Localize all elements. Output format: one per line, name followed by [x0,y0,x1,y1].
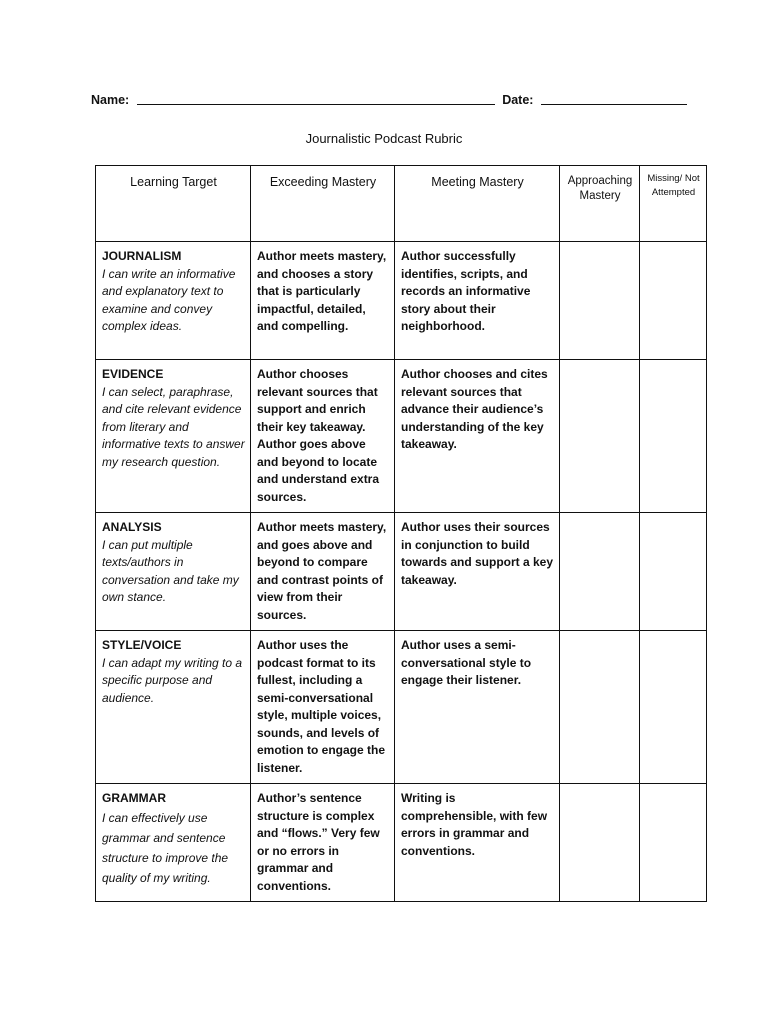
meeting-text: Author chooses and cites relevant sources that advance their audience’s understanding of the key takeaway. [401,367,548,451]
meeting-text: Author uses their sources in conjunction to build towards and support a key takeaway. [401,520,554,587]
meeting-cell [395,360,560,513]
col-header-learning-target: Learning Target [96,166,251,242]
exceeding-text: Author chooses relevant sources that support and enrich their key takeaway. Author goes above and beyond to locate and understand extra sources. [257,367,380,504]
target-description: I can select, paraphrase, and cite relevant evidence from literary and informative texts to answer my research question. [102,384,245,469]
learning-target-cell [96,242,251,360]
exceeding-cell [251,513,395,631]
table-row [96,631,707,784]
learning-target-cell [96,513,251,631]
name-label: Name: [91,93,130,107]
meeting-cell [395,242,560,360]
date-field[interactable] [541,92,687,105]
missing-cell[interactable] [640,242,707,360]
target-description: I can effectively use grammar and sentence structure to improve the quality of my writing. [102,810,229,885]
target-name: EVIDENCE [102,367,164,381]
meeting-cell [395,513,560,631]
table-row [96,784,707,902]
target-description: I can adapt my writing to a specific purpose and audience. [102,655,243,705]
col-header-meeting: Meeting Mastery [395,166,560,242]
date-label: Date: [502,93,534,107]
meeting-text: Writing is comprehensible, with few errors in grammar and conventions. [401,791,548,858]
missing-cell[interactable] [640,360,707,513]
document-title: Journalistic Podcast Rubric [305,131,463,146]
approaching-cell[interactable] [560,631,640,784]
target-description: I can put multiple texts/authors in conversation and take my own stance. [102,537,239,604]
header-line [91,92,691,107]
target-name: STYLE/VOICE [102,638,182,652]
meeting-cell [395,631,560,784]
approaching-cell[interactable] [560,784,640,902]
learning-target-cell [96,784,251,902]
table-row [96,242,707,360]
col-header-missing: Missing/ Not Attempted [640,166,707,242]
meeting-cell [395,784,560,902]
missing-cell[interactable] [640,513,707,631]
missing-cell[interactable] [640,784,707,902]
header-row [96,166,707,242]
exceeding-text: Author uses the podcast format to its fullest, including a semi-conversational style, multiple voices, sounds, and levels of emotion to engage the listener. [257,638,386,775]
exceeding-cell [251,631,395,784]
meeting-text: Author successfully identifies, scripts, and records an informative story about their neighborhood. [401,249,531,333]
rubric-table [95,165,707,902]
table-row [96,513,707,631]
exceeding-cell [251,360,395,513]
col-header-approaching: Approaching Mastery [560,166,640,242]
target-name: ANALYSIS [102,520,162,534]
name-field[interactable] [137,92,495,105]
exceeding-cell [251,242,395,360]
target-name: GRAMMAR [102,791,166,805]
exceeding-cell [251,784,395,902]
approaching-cell[interactable] [560,513,640,631]
missing-cell[interactable] [640,631,707,784]
table-row [96,360,707,513]
meeting-text: Author uses a semi-conversational style to engage their listener. [401,638,532,687]
exceeding-text: Author meets mastery, and chooses a story that is particularly impactful, detailed, and compelling. [257,249,387,333]
col-header-exceeding: Exceeding Mastery [251,166,395,242]
learning-target-cell [96,631,251,784]
target-description: I can write an informative and explanatory text to examine and convey complex ideas. [102,266,236,333]
approaching-cell[interactable] [560,242,640,360]
exceeding-text: Author meets mastery, and goes above and beyond to compare and contrast points of view from their sources. [257,520,387,622]
learning-target-cell [96,360,251,513]
exceeding-text: Author’s sentence structure is complex and “flows.” Very few or no errors in grammar and conventions. [257,791,380,893]
target-name: JOURNALISM [102,249,182,263]
approaching-cell[interactable] [560,360,640,513]
